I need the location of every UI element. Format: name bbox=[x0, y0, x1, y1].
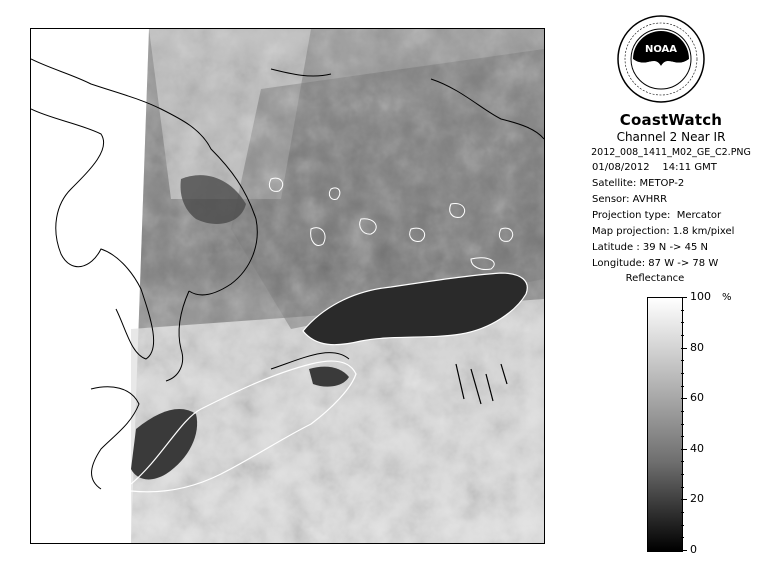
colorbar bbox=[647, 297, 683, 552]
colorbar-tick bbox=[681, 348, 687, 349]
colorbar-unit: % bbox=[722, 292, 732, 303]
projection-type-label: Projection type: Mercator bbox=[592, 210, 722, 221]
colorbar-minor-tick bbox=[681, 411, 684, 412]
brand-title: CoastWatch bbox=[619, 111, 723, 129]
noaa-logo-icon bbox=[616, 14, 706, 104]
latitude-label: Latitude : 39 N -> 45 N bbox=[592, 242, 708, 253]
colorbar-tick-label: 80 bbox=[690, 341, 704, 354]
colorbar-minor-tick bbox=[681, 386, 684, 387]
colorbar-tick-label: 40 bbox=[690, 442, 704, 455]
longitude-label: Longitude: 87 W -> 78 W bbox=[592, 258, 719, 269]
colorbar-tick bbox=[681, 550, 687, 551]
colorbar-tick-label: 60 bbox=[690, 391, 704, 404]
satellite-map-svg bbox=[31, 29, 544, 543]
colorbar-minor-tick bbox=[681, 512, 684, 513]
colorbar-minor-tick bbox=[681, 335, 684, 336]
colorbar-minor-tick bbox=[681, 360, 684, 361]
satellite-label: Satellite: METOP-2 bbox=[592, 178, 685, 189]
colorbar-tick bbox=[681, 297, 687, 298]
colorbar-tick bbox=[681, 398, 687, 399]
colorbar-tick-label: 20 bbox=[690, 492, 704, 505]
channel-label: Channel 2 Near IR bbox=[616, 130, 726, 144]
colorbar-title: Reflectance bbox=[625, 273, 685, 284]
colorbar-minor-tick bbox=[681, 537, 684, 538]
satellite-image bbox=[30, 28, 545, 544]
noaa-logo bbox=[616, 14, 706, 104]
colorbar-minor-tick bbox=[681, 461, 684, 462]
logo-center-text: NOAA bbox=[644, 44, 678, 55]
map-projection-label: Map projection: 1.8 km/pixel bbox=[592, 226, 735, 237]
file-name: 2012_008_1411_M02_GE_C2.PNG bbox=[591, 147, 751, 158]
colorbar-tick bbox=[681, 449, 687, 450]
acquisition-datetime: 01/08/2012 14:11 GMT bbox=[592, 162, 717, 173]
colorbar-tick-label: 100 bbox=[690, 290, 711, 303]
colorbar-minor-tick bbox=[681, 487, 684, 488]
colorbar-tick bbox=[681, 499, 687, 500]
colorbar-minor-tick bbox=[681, 525, 684, 526]
colorbar-tick-label: 0 bbox=[690, 543, 697, 556]
sensor-label: Sensor: AVHRR bbox=[592, 194, 668, 205]
colorbar-minor-tick bbox=[681, 436, 684, 437]
colorbar-minor-tick bbox=[681, 310, 684, 311]
colorbar-minor-tick bbox=[681, 424, 684, 425]
colorbar-minor-tick bbox=[681, 474, 684, 475]
colorbar-minor-tick bbox=[681, 373, 684, 374]
colorbar-minor-tick bbox=[681, 322, 684, 323]
